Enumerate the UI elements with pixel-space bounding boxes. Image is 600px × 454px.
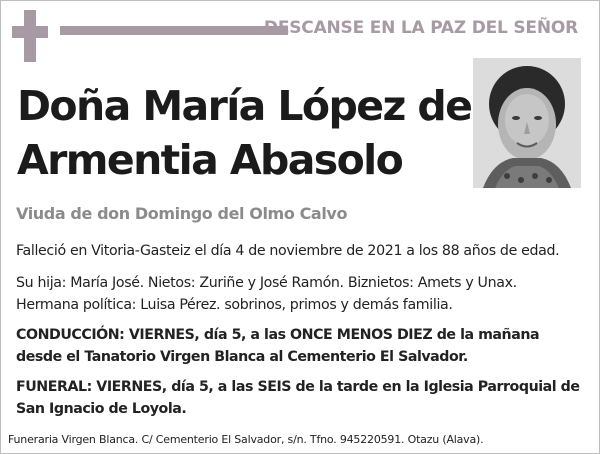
funeral-info — [16, 376, 588, 420]
funeral-line-1: FUNERAL: VIERNES, día 5, a las SEIS de la tarde en la Iglesia Parroquial de — [16, 379, 580, 395]
conduccion-line-2: desde el Tanatorio Virgen Blanca al Cementerio El Salvador. — [16, 349, 468, 365]
conduccion-info — [16, 324, 588, 368]
family-list — [16, 272, 588, 316]
deceased-name-line2: Armentia Abasolo — [17, 136, 403, 184]
cross-icon — [12, 10, 48, 62]
deceased-name-line1: Doña María López de — [17, 82, 472, 130]
header-title: DESCANSE EN LA PAZ DEL SEÑOR — [263, 18, 578, 38]
family-line-2: Hermana política: Luisa Pérez. sobrinos, primos y demás familia. — [16, 297, 453, 313]
header-divider-bar — [60, 26, 288, 35]
deceased-name — [17, 79, 477, 187]
widow-of-subtitle: Viuda de don Domingo del Olmo Calvo — [16, 204, 348, 223]
deceased-photo — [473, 58, 581, 188]
family-line-1: Su hija: María José. Nietos: Zuriñe y José Ramón. Biznietos: Amets y Unax. — [16, 275, 517, 291]
death-notice-text: Falleció en Vitoria-Gasteiz el día 4 de noviembre de 2021 a los 88 años de edad. — [16, 243, 560, 259]
funeral-line-2: San Ignacio de Loyola. — [16, 401, 187, 417]
death-notice — [16, 240, 588, 262]
funeral-home-footer: Funeraria Virgen Blanca. C/ Cementerio El Salvador, s/n. Tfno. 945220591. Otazu (Alava). — [8, 433, 484, 446]
conduccion-line-1: CONDUCCIÓN: VIERNES, día 5, a las ONCE MENOS DIEZ de la mañana — [16, 327, 540, 343]
